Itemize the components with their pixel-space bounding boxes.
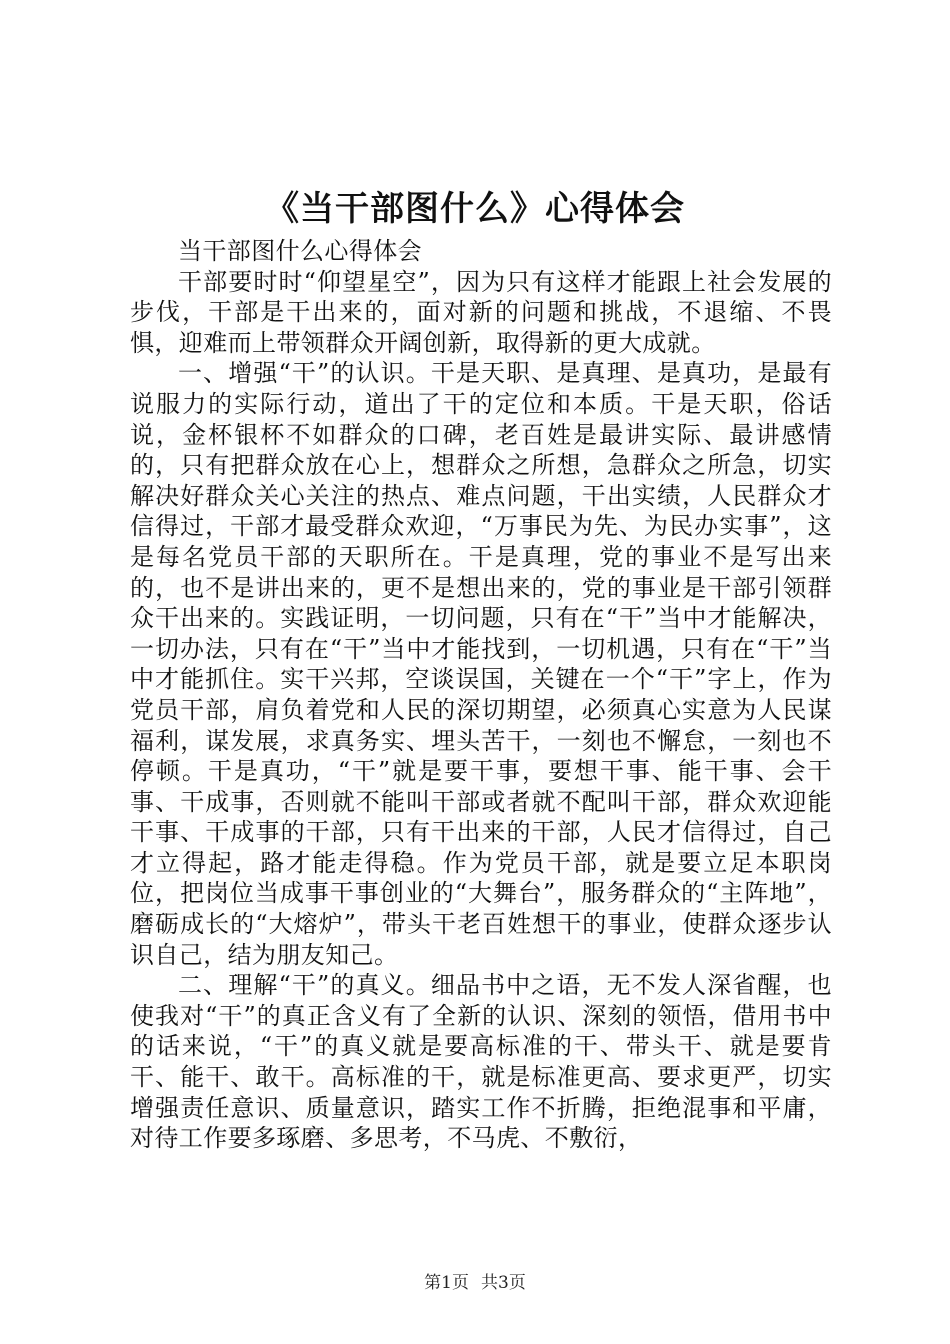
subtitle-paragraph: 当干部图什么心得体会 [178,237,422,265]
document-title: 《当干部图什么》心得体会 [265,189,685,229]
intro-paragraph: 干部要时时“仰望星空”，因为只有这样才能跟上社会发展的步伐，干部是干出来的，面对新的问题和挑战，不退缩、不畏惧，迎难而上带领群众开阔创新，取得新的更大成就。 [130,267,832,357]
section-two-paragraph: 二、理解“干”的真义。细品书中之语，无不发人深省醒，也使我对“干”的真正含义有了全新的认识、深刻的领悟，借用书中的话来说，“干”的真义就是要高标准的干、带头干、就是要肯干、能干、敢干。高标准的干，就是标准更高、要求更严，切实增强责任意识、质量意识，踏实工作不折腾，拒绝混事和平庸，对待工作要多琢磨、多思考，不马虎、不敷衍， [130,971,832,1153]
document-body [130,236,832,1154]
page-total: 共3页 [481,1273,526,1293]
page-footer [0,1271,950,1295]
page-number: 第1页 [424,1273,469,1293]
section-one-paragraph: 一、增强“干”的认识。干是天职、是真理、是真功，是最有说服力的实际行动，道出了干的定位和本质。干是天职，俗话说，金杯银杯不如群众的口碑，老百姓是最讲实际、最讲感情的，只有把群众放在心上，想群众之所想，急群众之所急，切实解决好群众关心关注的热点、难点问题，干出实绩，人民群众才信得过，干部才最受群众欢迎，“万事民为先、为民办实事”，这是每名党员干部的天职所在。干是真理，党的事业不是写出来的，也不是讲出来的，更不是想出来的，党的事业是干部引领群众干出来的。实践证明，一切问题，只有在“干”当中才能解决，一切办法，只有在“干”当中才能找到，一切机遇，只有在“干”当中才能抓住。实干兴邦，空谈误国，关键在一个“干”字上，作为党员干部，肩负着党和人民的深切期望，必须真心实意为人民谋福利，谋发展，求真务实、埋头苦干，一刻也不懈怠，一刻也不停顿。干是真功，“干”就是要干事，要想干事、能干事、会干事、干成事，否则就不能叫干部或者就不配叫干部，群众欢迎能干事、干成事的干部，只有干出来的干部，人民才信得过，自己才立得起，路才能走得稳。作为党员干部，就是要立足本职岗位，把岗位当成事干事创业的“大舞台”，服务群众的“主阵地”，磨砺成长的“大熔炉”，带头干老百姓想干的事业，使群众逐步认识自己，结为朋友知己。 [130,359,832,969]
